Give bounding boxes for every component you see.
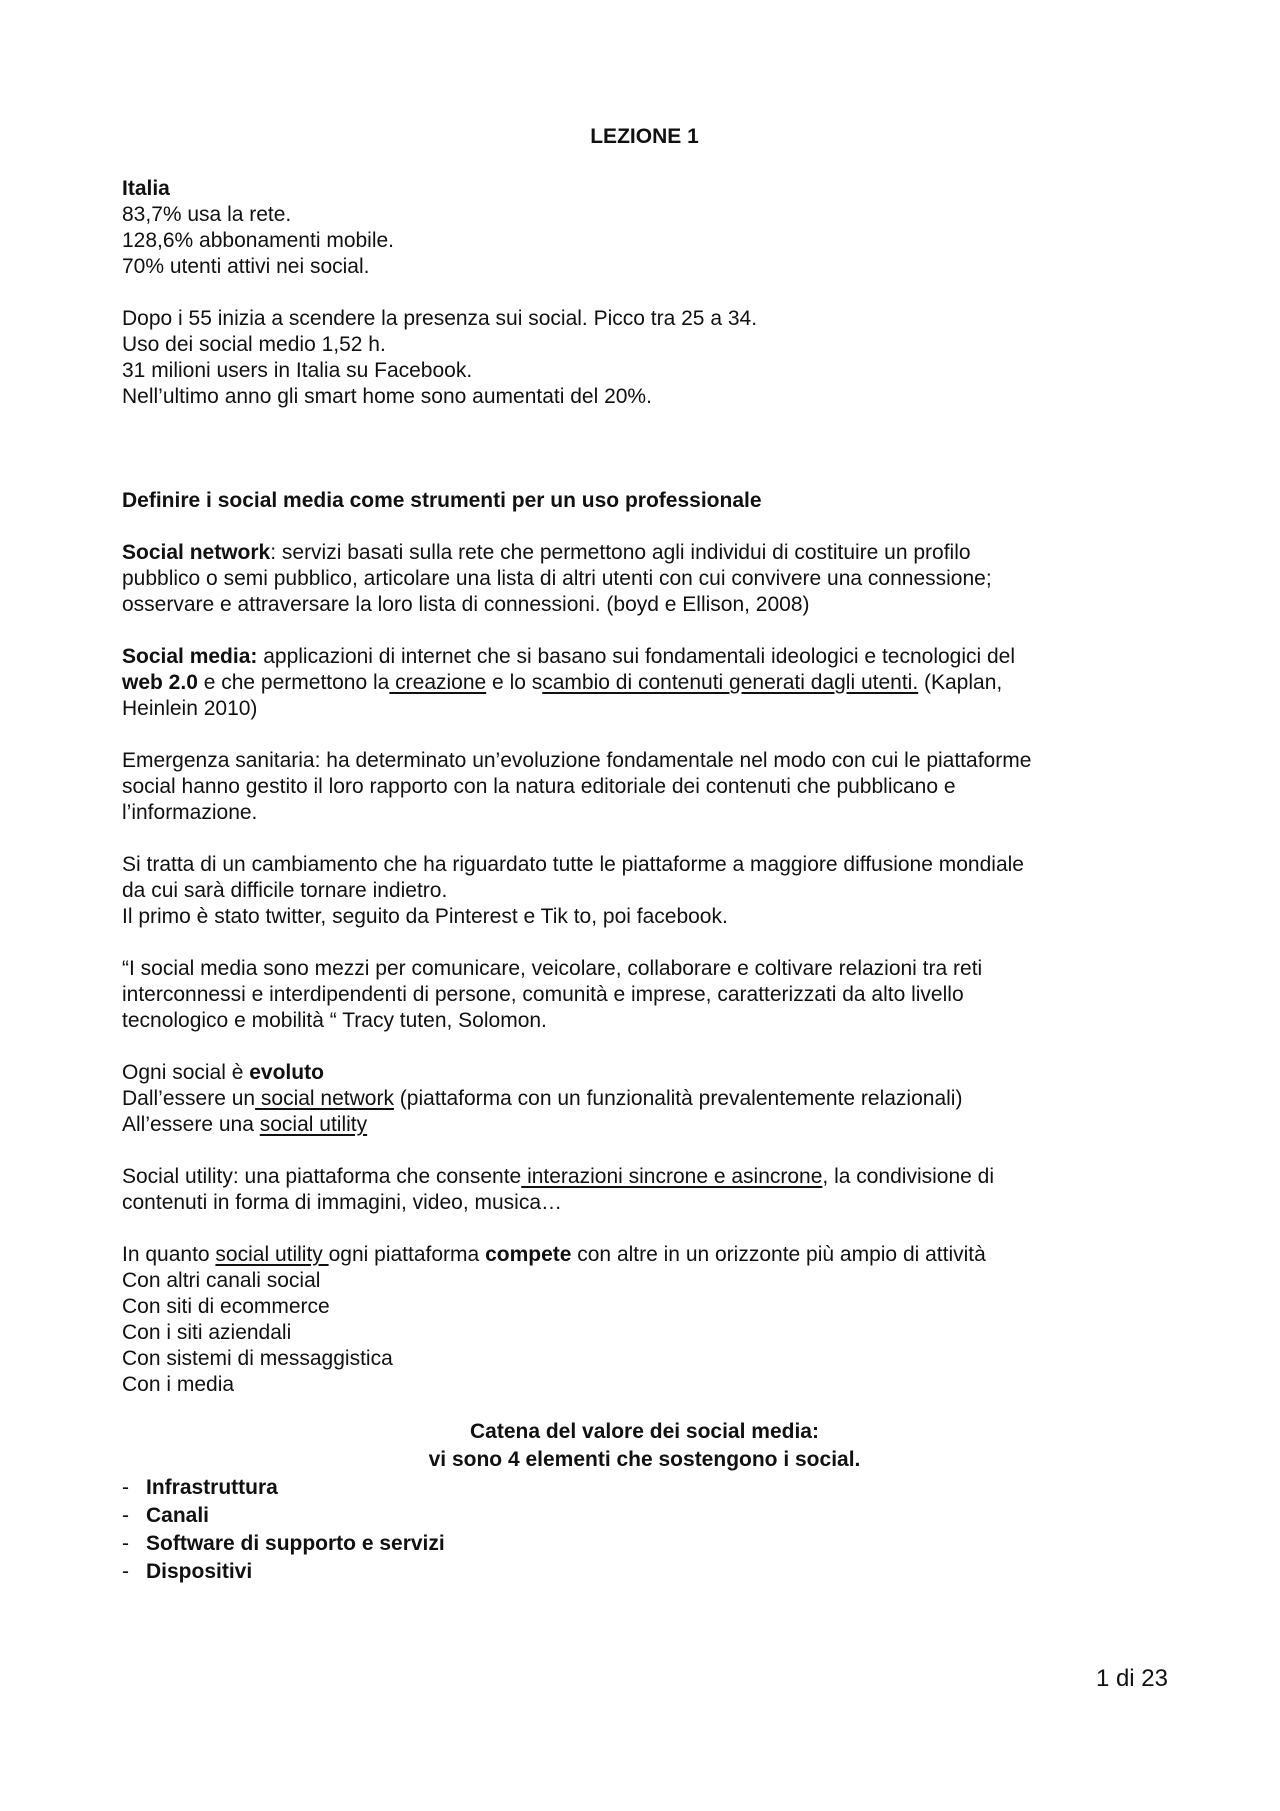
list-item: - Software di supporto e servizi	[122, 1530, 1167, 1558]
catena-subheading: vi sono 4 elementi che sostengono i social.	[428, 1448, 861, 1471]
paragraph-line: In quanto social utility ogni piattaforma compete con altre in un orizzonte più ampio di attività	[122, 1243, 986, 1266]
list-item: Con siti di ecommerce	[122, 1295, 330, 1318]
term: Social media:	[122, 645, 258, 668]
stats-line: Nell’ultimo anno gli smart home sono aumentati del 20%.	[122, 385, 652, 408]
paragraph-line: Heinlein 2010)	[122, 697, 258, 720]
paragraph-line: All’essere una social utility	[122, 1113, 368, 1136]
stats-line: 31 milioni users in Italia su Facebook.	[122, 359, 473, 382]
paragraph-line: Si tratta di un cambiamento che ha riguardato tutte le piattaforme a maggiore diffusione mondiale	[122, 853, 1024, 876]
list-item: Con sistemi di messaggistica	[122, 1347, 393, 1370]
paragraph-line: Emergenza sanitaria: ha determinato un’evoluzione fondamentale nel modo con cui le piattaforme	[122, 749, 1032, 772]
italia-line: 70% utenti attivi nei social.	[122, 255, 370, 278]
catena-heading: Catena del valore dei social media:	[470, 1420, 819, 1443]
social-network-definition: Social network: servizi basati sulla rete che permettono agli individui di costituire un profilo	[122, 541, 971, 564]
paragraph-line: Il primo è stato twitter, seguito da Pinterest e Tik to, poi facebook.	[122, 905, 728, 928]
term: Social network	[122, 541, 271, 564]
paragraph-line: pubblico o semi pubblico, articolare una lista di altri utenti con cui convivere una connessione;	[122, 567, 992, 590]
list-item: Con altri canali social	[122, 1269, 321, 1292]
list-item: Con i siti aziendali	[122, 1321, 292, 1344]
paragraph-line: l’informazione.	[122, 801, 258, 824]
quote-line: “I social media sono mezzi per comunicare, veicolare, collaborare e coltivare relazioni tra reti	[122, 957, 983, 980]
italia-line: 83,7% usa la rete.	[122, 203, 292, 226]
paragraph-line: Ogni social è evoluto	[122, 1061, 324, 1084]
list-item: - Dispositivi	[122, 1558, 1167, 1586]
italia-line: 128,6% abbonamenti mobile.	[122, 229, 395, 252]
paragraph-line: osservare e attraversare la loro lista di connessioni. (boyd e Ellison, 2008)	[122, 593, 810, 616]
page-content	[122, 124, 1167, 1586]
catena-list	[122, 1474, 1167, 1586]
paragraph-line: Social utility: una piattaforma che consente interazioni sincrone e asincrone, la condivisione di	[122, 1165, 995, 1188]
paragraph-line: web 2.0 e che permettono la creazione e lo scambio di contenuti generati dagli utenti. (Kaplan,	[122, 671, 1003, 694]
page-number: 1 di 23	[1095, 1665, 1168, 1692]
paragraph-line: da cui sarà difficile tornare indietro.	[122, 879, 448, 902]
list-item: - Infrastruttura	[122, 1474, 1167, 1502]
list-item: Con i media	[122, 1373, 235, 1396]
paragraph-line: contenuti in forma di immagini, video, musica…	[122, 1191, 563, 1214]
section-heading: Definire i social media come strumenti per un uso professionale	[122, 489, 762, 512]
quote-line: interconnessi e interdipendenti di persone, comunità e imprese, caratterizzati da alto livello	[122, 983, 964, 1006]
quote-line: tecnologico e mobilità “ Tracy tuten, Solomon.	[122, 1009, 547, 1032]
page-title: LEZIONE 1	[590, 125, 699, 148]
social-media-definition: Social media: applicazioni di internet che si basano sui fondamentali ideologici e tecnologici del	[122, 645, 1016, 668]
paragraph-line: Dall’essere un social network (piattaforma con un funzionalità prevalentemente relazionali)	[122, 1087, 963, 1110]
list-item: - Canali	[122, 1502, 1167, 1530]
paragraph-line: social hanno gestito il loro rapporto con la natura editoriale dei contenuti che pubblicano e	[122, 775, 956, 798]
italia-heading: Italia	[122, 177, 170, 200]
stats-line: Uso dei social medio 1,52 h.	[122, 333, 386, 356]
stats-line: Dopo i 55 inizia a scendere la presenza sui social. Picco tra 25 a 34.	[122, 307, 758, 330]
